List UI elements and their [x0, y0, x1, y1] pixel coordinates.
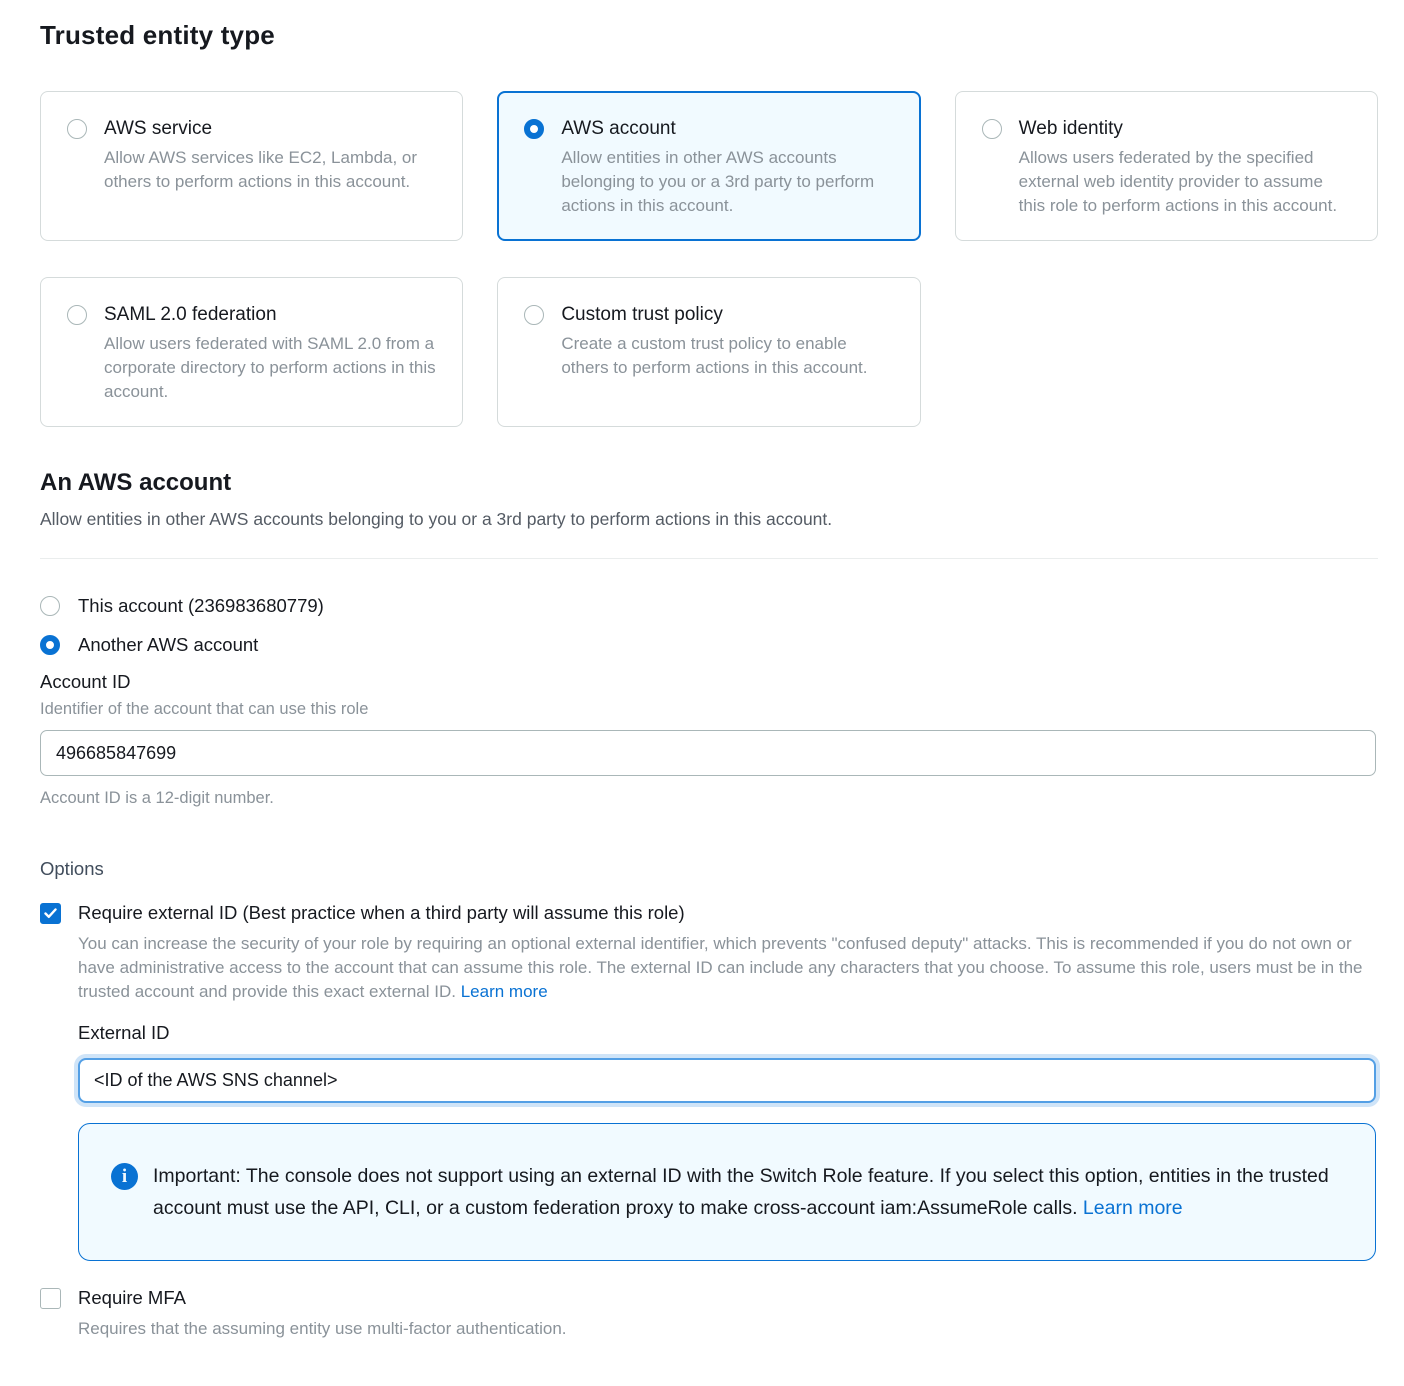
- card-head: [982, 118, 1353, 140]
- radio-unselected-icon[interactable]: [524, 305, 544, 325]
- card-head: [67, 304, 438, 326]
- card-description: Allow entities in other AWS accounts belonging to you or a 3rd party to perform actions in this account.: [561, 148, 875, 215]
- radio-this-account[interactable]: [40, 595, 1378, 617]
- checkbox-unchecked-icon[interactable]: [40, 1288, 61, 1309]
- entity-card-web-identity[interactable]: [955, 91, 1378, 241]
- section-title: An AWS account: [40, 469, 232, 496]
- radio-label: Another AWS account: [78, 634, 259, 655]
- entity-card-aws-account[interactable]: [497, 91, 920, 241]
- radio-unselected-icon[interactable]: [67, 305, 87, 325]
- radio-selected-icon[interactable]: [524, 119, 544, 139]
- radio-unselected-icon[interactable]: [40, 596, 60, 616]
- require-mfa-label: Require MFA: [78, 1287, 186, 1308]
- require-external-id-description: [78, 932, 1378, 1004]
- card-title: AWS service: [104, 118, 213, 139]
- options-heading: Options: [40, 858, 104, 879]
- entity-card-saml-federation[interactable]: [40, 277, 463, 427]
- info-alert-text: [153, 1160, 1335, 1224]
- external-id-input[interactable]: [78, 1058, 1376, 1103]
- radio-unselected-icon[interactable]: [982, 119, 1002, 139]
- account-id-help: Identifier of the account that can use this role: [40, 700, 369, 718]
- card-description: Allows users federated by the specified external web identity provider to assume this role to perform actions in this account.: [1018, 148, 1338, 215]
- info-alert: [78, 1123, 1376, 1261]
- info-icon: i: [111, 1163, 138, 1190]
- card-head: [524, 304, 895, 326]
- card-description: Allow users federated with SAML 2.0 from a corporate directory to perform actions in this account.: [104, 334, 436, 401]
- entity-card-custom-trust-policy[interactable]: [497, 277, 920, 427]
- description-text: You can increase the security of your role by requiring an optional external identifier, which prevents "confused deputy" attacks. This is recommended if you do not own or have administrative access to the account that can assume this role. The external ID can include any characters that you choose. To assume this role, users must be in the trusted account and provide this exact external ID.: [78, 934, 1363, 1001]
- card-description: Create a custom trust policy to enable others to perform actions in this account.: [561, 334, 868, 377]
- card-title: SAML 2.0 federation: [104, 304, 277, 325]
- account-id-constraint: Account ID is a 12-digit number.: [40, 789, 274, 807]
- radio-another-aws-account[interactable]: [40, 634, 1378, 656]
- section-description: Allow entities in other AWS accounts belonging to you or a 3rd party to perform actions in this account.: [40, 509, 833, 529]
- external-id-learn-more-link[interactable]: Learn more: [460, 982, 548, 1001]
- page-title: Trusted entity type: [40, 20, 275, 50]
- require-mfa-block: [40, 1287, 1378, 1341]
- info-alert-message: Important: The console does not support using an external ID with the Switch Role feature. If you select this option, entities in the trusted account must use the API, CLI, or a custom federation proxy to make cross-account iam:AssumeRole calls.: [153, 1165, 1329, 1219]
- entity-type-card-grid: [40, 91, 1378, 427]
- external-id-label: External ID: [78, 1022, 170, 1043]
- card-head: [524, 118, 895, 140]
- entity-card-aws-service[interactable]: [40, 91, 463, 241]
- section-divider: [40, 558, 1378, 559]
- card-title: Web identity: [1018, 118, 1123, 139]
- account-id-input[interactable]: [40, 730, 1376, 776]
- account-id-label: Account ID: [40, 671, 131, 692]
- require-external-id-checkbox-row[interactable]: [40, 902, 1378, 924]
- checkbox-checked-icon[interactable]: [40, 903, 61, 924]
- info-alert-learn-more-link[interactable]: Learn more: [1082, 1197, 1183, 1219]
- card-head: [67, 118, 438, 140]
- account-choice-group: [40, 595, 1378, 656]
- require-mfa-description: Requires that the assuming entity use multi-factor authentication.: [78, 1319, 567, 1338]
- radio-label: This account (236983680779): [78, 595, 324, 616]
- card-description: Allow AWS services like EC2, Lambda, or others to perform actions in this account.: [104, 148, 418, 191]
- require-mfa-checkbox-row[interactable]: [40, 1287, 1378, 1309]
- card-title: AWS account: [561, 118, 676, 139]
- card-title: Custom trust policy: [561, 304, 723, 325]
- require-external-id-label: Require external ID (Best practice when a third party will assume this role): [78, 902, 685, 923]
- radio-selected-icon[interactable]: [40, 635, 60, 655]
- radio-unselected-icon[interactable]: [67, 119, 87, 139]
